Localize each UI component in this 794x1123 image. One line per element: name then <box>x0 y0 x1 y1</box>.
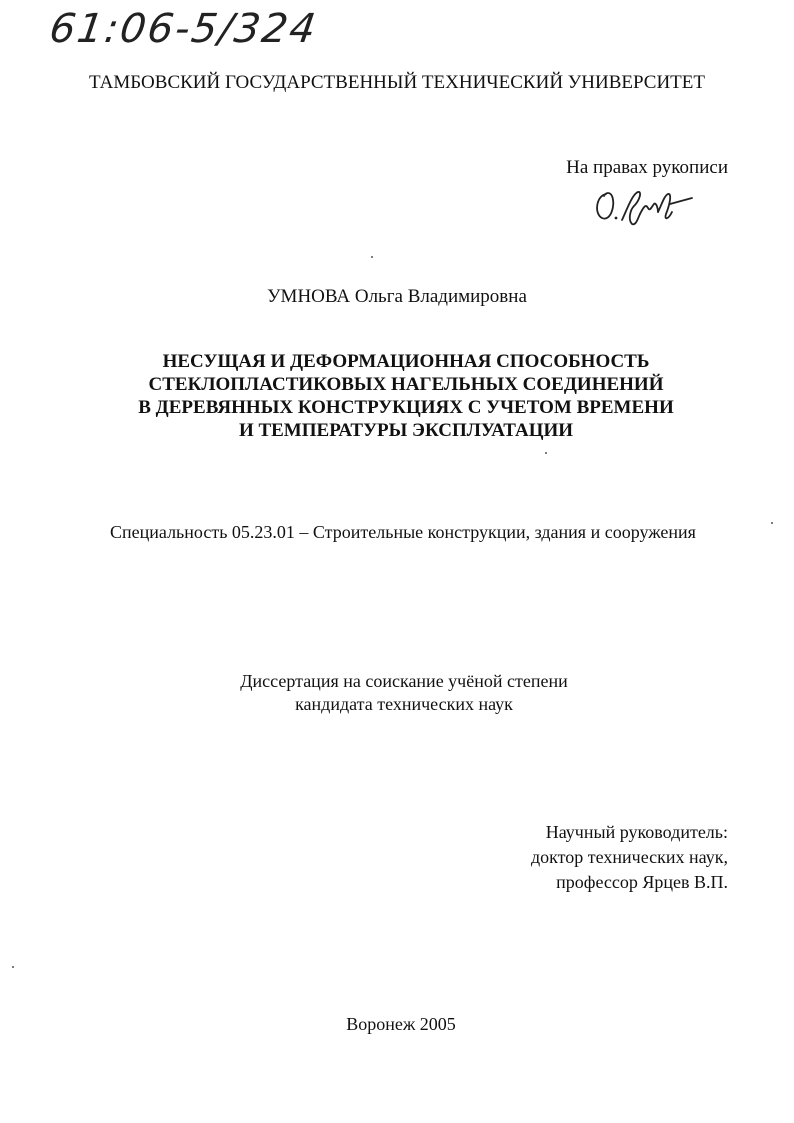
specialty-line: Специальность 05.23.01 – Строительные конструкции, здания и сооружения <box>110 522 696 542</box>
author-name: УМНОВА Ольга Владимировна <box>267 286 527 307</box>
scan-speck <box>12 966 14 968</box>
advisor-line: доктор технических наук, <box>531 847 728 867</box>
degree-line: Диссертация на соискание учёной степени <box>240 671 568 691</box>
advisor-line: Научный руководитель: <box>545 822 728 842</box>
city-year: Воронеж 2005 <box>346 1014 456 1034</box>
manuscript-rights-label: На правах рукописи <box>566 157 728 178</box>
scan-speck <box>371 256 373 258</box>
dissertation-title <box>0 350 794 442</box>
title-line: НЕСУЩАЯ И ДЕФОРМАЦИОННАЯ СПОСОБНОСТЬ <box>162 351 650 372</box>
university-name: ТАМБОВСКИЙ ГОСУДАРСТВЕННЫЙ ТЕХНИЧЕСКИЙ УНИВЕРСИТЕТ <box>89 72 705 93</box>
archive-number-handwritten: 61:06-5/324 <box>46 6 321 52</box>
scan-speck <box>545 452 547 454</box>
title-line: СТЕКЛОПЛАСТИКОВЫХ НАГЕЛЬНЫХ СОЕДИНЕНИЙ <box>148 374 664 395</box>
degree-statement <box>0 670 794 716</box>
advisor-line: профессор Ярцев В.П. <box>556 872 728 892</box>
signature-icon <box>592 184 702 228</box>
title-line: В ДЕРЕВЯННЫХ КОНСТРУКЦИЯХ С УЧЕТОМ ВРЕМЕНИ <box>138 397 674 418</box>
title-line: И ТЕМПЕРАТУРЫ ЭКСПЛУАТАЦИИ <box>238 420 574 441</box>
degree-line: кандидата технических наук <box>295 694 513 714</box>
scientific-advisor <box>460 820 728 895</box>
